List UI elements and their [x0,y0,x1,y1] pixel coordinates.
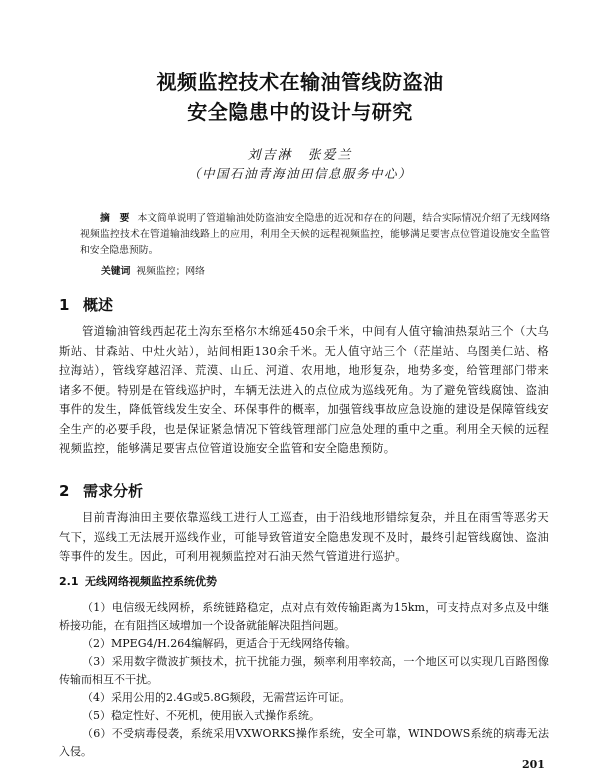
section-2-1-title: 无线网络视频监控系统优势 [85,575,217,588]
section-2-1-heading [59,573,217,589]
section-1-number: 1 [59,296,70,314]
list-item: （6）不受病毒侵袭，系统采用VXWORKS操作系统，安全可靠，WINDOWS系统的病毒无法入侵。 [59,727,549,758]
section-2-number: 2 [59,482,70,500]
paper-title-line-1: 视频监控技术在输油管线防盗油 [156,70,444,94]
keywords-text: 视频监控；网络 [136,266,205,277]
list-item: （2）MPEG4/H.264编解码，更适合于无线网络传输。 [82,637,357,650]
section-1-heading [59,294,113,315]
list-item: （1）电信级无线网桥，系统链路稳定，点对点有效传输距离为15km，可支持点对多点及中继桥接功能，在有阻挡区域增加一个设备就能解决阻挡问题。 [59,601,549,632]
section-1-paragraph: 管道输油管线西起花土沟东至格尔木绵延450余千米，中间有人值守输油热泵站三个（大乌斯站、甘森站、中灶火站），站间相距130余千米。无人值守站三个（茫崖站、乌图美仁站、格拉海站），管线穿越沼泽、荒漠、山丘、河道、农用地，地形复杂，地势多变，给管理部门带来诸多不便。特别是在管线巡护时，车辆无法进入的点位成为巡线死角。为了避免管线腐蚀、盗油事件的发生，降低管线发生安全、环保事件的概率，加强管线事故应急设施的建设是保障管线安全生产的必要手段，也是保证紧急情况下管线管理部门应急处理的重中之重。利用全天候的远程视频监控，能够满足要害点位管道设施安全监管和安全隐患预防。 [59,325,549,455]
keywords-label: 关键词 [101,266,131,277]
section-1-title: 概述 [83,296,114,314]
abstract-label: 摘 要 [100,213,130,224]
keywords [101,264,541,280]
paper-title-line-2: 安全隐患中的设计与研究 [187,100,413,124]
abstract-text: 本文简单说明了管道输油处防盗油安全隐患的近况和存在的问题，结合实际情况介绍了无线网络视频监控技术在管道输油线路上的应用，利用全天候的远程视频监控，能够满足要害点位管道设施安全监管和安全隐患预防。 [80,213,550,256]
list-item: （3）采用数字微波扩频技术，抗干扰能力强，频率利用率较高，一个地区可以实现几百路图像传输而相互不干扰。 [59,655,549,686]
authors: 刘吉淋 张爱兰 [247,148,353,163]
affiliation: （中国石油青海油田信息服务中心） [187,166,412,181]
abstract [80,211,550,259]
list-item: （5）稳定性好、不死机，使用嵌入式操作系统。 [82,709,320,722]
section-2-paragraph: 目前青海油田主要依靠巡线工进行人工巡查，由于沿线地形错综复杂，并且在雨雪等恶劣天气下，巡线工无法展开巡线作业，可能导致管道安全隐患发现不及时，最终引起管线腐蚀、盗油等事件的发生。因此，可利用视频监控对石油天然气管道进行巡护。 [59,511,549,563]
section-2-title: 需求分析 [83,482,144,500]
list-item: （4）采用公用的2.4G或5.8G频段，无需营运许可证。 [82,691,351,704]
section-2-heading [59,480,143,501]
section-2-1-number: 2.1 [59,575,79,588]
page-number: 201 [522,758,545,771]
